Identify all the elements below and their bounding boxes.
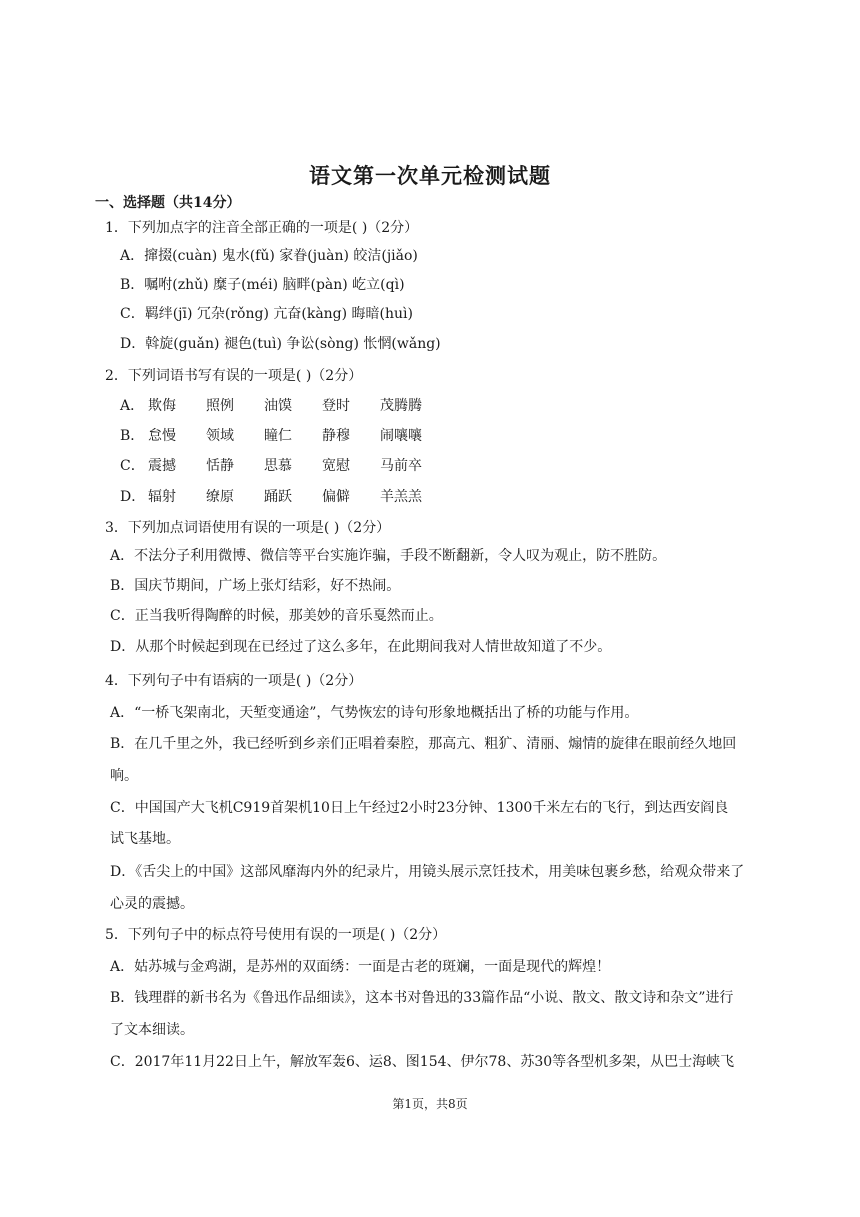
question-4-option-d: D．《舌尖上的中国》这部风靡海内外的纪录片，用镜头展示烹饪技术，用美味包裹乡愁，给观众带来了 (110, 864, 745, 880)
question-1-option-c: C．羁绊(jī) 冗杂(rǒng) 亢奋(kàng) 晦暗(huì) (120, 306, 413, 322)
question-3-option-a: A．不法分子利用微博、微信等平台实施诈骗，手段不断翻新，令人叹为观止，防不胜防。 (110, 548, 667, 564)
question-5-option-b-cont: 了文本细读。 (110, 1022, 194, 1038)
question-4-option-a: A．“一桥飞架南北，天堑变通途”，气势恢宏的诗句形象地概括出了桥的功能与作用。 (110, 705, 639, 721)
word: 宽慰 (322, 458, 350, 474)
option-label: D． (120, 489, 146, 505)
question-4-stem: 4．下列句子中有语病的一项是( )（2分） (105, 673, 363, 689)
word: 静穆 (322, 428, 350, 444)
section-heading: 一、选择题（共14分） (95, 195, 241, 211)
question-4-option-b-cont: 响。 (110, 768, 138, 784)
question-3-option-c: C．正当我听得陶醉的时候，那美妙的音乐戛然而止。 (110, 608, 443, 624)
question-3-option-b: B．国庆节期间，广场上张灯结彩，好不热闹。 (110, 578, 401, 594)
question-5-option-a: A．姑苏城与金鸡湖，是苏州的双面绣：一面是古老的斑斓，一面是现代的辉煌！ (110, 959, 611, 975)
question-4-option-c-cont: 试飞基地。 (110, 831, 180, 847)
option-label: C． (120, 458, 145, 474)
word: 照例 (206, 398, 234, 414)
question-2-option-a (120, 396, 460, 416)
word: 辐射 (148, 489, 176, 505)
word: 登时 (322, 398, 350, 414)
question-4-option-d-cont: 心灵的震撼。 (110, 896, 194, 912)
word: 领域 (206, 428, 234, 444)
word: 偏僻 (322, 489, 350, 505)
option-label: A． (120, 398, 145, 414)
question-2-stem: 2．下列词语书写有误的一项是( )（2分） (105, 368, 363, 384)
word: 瞳仁 (264, 428, 292, 444)
word: 马前卒 (380, 458, 422, 474)
word: 怠慢 (148, 428, 176, 444)
word: 闹嚷嚷 (380, 428, 422, 444)
word: 震撼 (148, 458, 176, 474)
option-label: B． (120, 428, 145, 444)
question-1-option-d: D．斡旋(guǎn) 褪色(tuì) 争讼(sòng) 怅惘(wǎng) (120, 336, 441, 352)
word: 油馍 (264, 398, 292, 414)
question-1-stem: 1．下列加点字的注音全部正确的一项是( )（2分） (105, 220, 419, 236)
word: 恬静 (206, 458, 234, 474)
question-1-option-b: B．嘱咐(zhǔ) 糜子(méi) 脑畔(pàn) 屹立(qì) (120, 277, 405, 293)
question-5-option-b: B．钱理群的新书名为《鲁迅作品细读》，这本书对鲁迅的33篇作品“小说、散文、散文诗和杂文”进行 (110, 990, 734, 1006)
question-2-option-d (120, 487, 460, 507)
word: 茂腾腾 (380, 398, 422, 414)
word: 欺侮 (148, 398, 176, 414)
question-5-option-c: C．2017年11月22日上午，解放军轰6、运8、图154、伊尔78、苏30等各型机多架，从巴士海峡飞 (110, 1054, 735, 1070)
question-2-option-b (120, 426, 460, 446)
question-2-option-c (120, 456, 460, 476)
exam-title: 语文第一次单元检测试题 (309, 163, 551, 188)
question-3-option-d: D．从那个时候起到现在已经过了这么多年，在此期间我对人情世故知道了不少。 (110, 639, 612, 655)
question-4-option-b: B．在几千里之外，我已经听到乡亲们正唱着秦腔，那高亢、粗犷、清丽、煽情的旋律在眼前经久地回 (110, 736, 737, 752)
word: 思慕 (264, 458, 292, 474)
question-3-stem: 3．下列加点词语使用有误的一项是( )（2分） (105, 520, 391, 536)
word: 羊羔羔 (380, 489, 422, 505)
word: 缭原 (206, 489, 234, 505)
question-5-stem: 5．下列句子中的标点符号使用有误的一项是( )（2分） (105, 927, 447, 943)
question-4-option-c: C．中国国产大飞机C919首架机10日上午经过2小时23分钟、1300千米左右的飞行，到达西安阎良 (110, 800, 729, 816)
question-1-option-a: A．撺掇(cuàn) 鬼水(fǔ) 家眷(juàn) 皎洁(jiǎo) (120, 248, 418, 264)
page-footer: 第1页，共8页 (392, 1097, 468, 1111)
word: 踊跃 (264, 489, 292, 505)
